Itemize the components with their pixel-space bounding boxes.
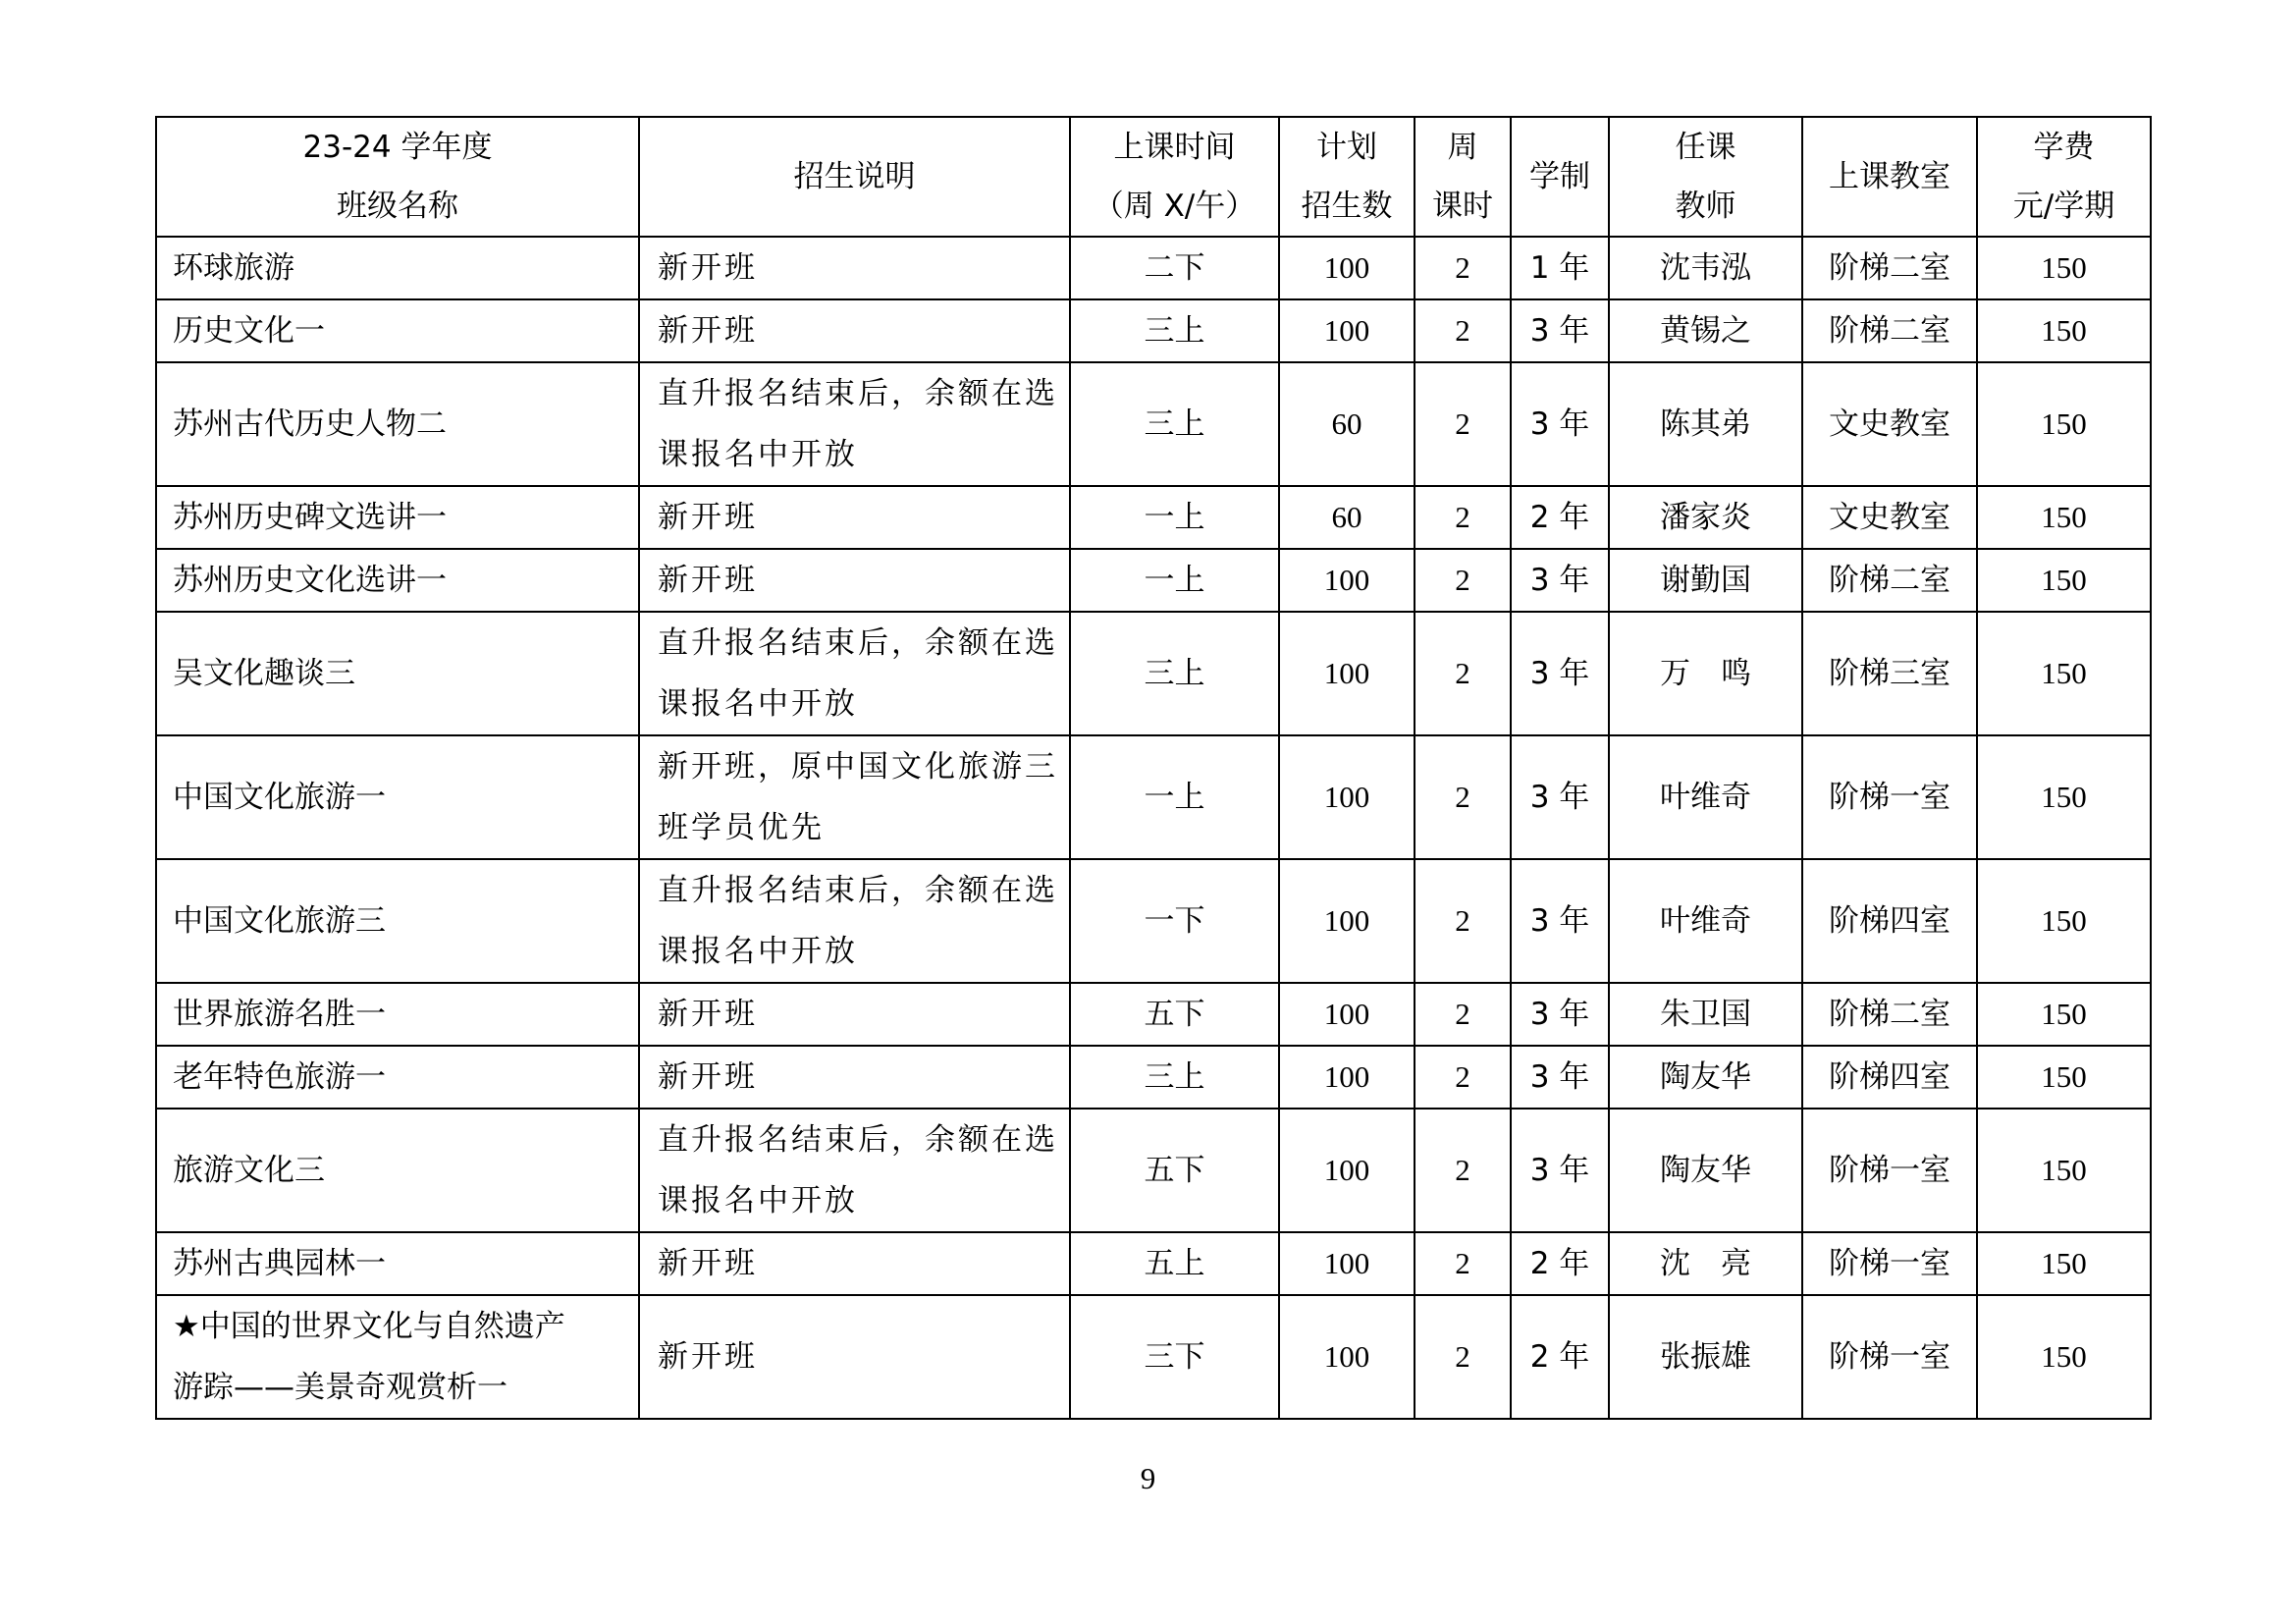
table-row bbox=[156, 1046, 2151, 1109]
header-line: 学制 bbox=[1529, 159, 1590, 194]
enroll-note-cell-line: 新开班 bbox=[658, 313, 758, 349]
class-name-cell-line: 历史文化一 bbox=[173, 313, 325, 349]
header-line: 课时 bbox=[1432, 189, 1493, 224]
duration-cell: 3 年 bbox=[1511, 612, 1609, 735]
schedule-cell: 一上 bbox=[1070, 549, 1279, 612]
class-name-cell-line: 世界旅游名胜一 bbox=[173, 997, 386, 1032]
enroll-note-cell-line: 新开班 bbox=[658, 1246, 758, 1281]
enroll-note-cell bbox=[639, 1295, 1070, 1419]
fee-cell: 150 bbox=[1977, 362, 2151, 486]
header-weekly-hours bbox=[1415, 117, 1511, 237]
enroll-note-cell bbox=[639, 362, 1070, 486]
quota-cell: 60 bbox=[1279, 362, 1415, 486]
schedule-cell: 三上 bbox=[1070, 299, 1279, 362]
duration-cell: 3 年 bbox=[1511, 983, 1609, 1046]
header-line: 任课 bbox=[1675, 130, 1736, 165]
weekly-hours-cell: 2 bbox=[1415, 237, 1511, 299]
fee-cell: 150 bbox=[1977, 983, 2151, 1046]
quota-cell: 100 bbox=[1279, 549, 1415, 612]
classroom-cell: 阶梯四室 bbox=[1802, 1046, 1977, 1109]
schedule-cell: 三下 bbox=[1070, 1295, 1279, 1419]
duration-cell: 2 年 bbox=[1511, 1232, 1609, 1295]
schedule-cell: 五下 bbox=[1070, 983, 1279, 1046]
header-line: 上课时间 bbox=[1113, 130, 1236, 165]
duration-cell: 3 年 bbox=[1511, 1046, 1609, 1109]
quota-cell: 100 bbox=[1279, 859, 1415, 983]
enroll-note-cell-line: 新开班 bbox=[658, 250, 758, 286]
class-name-cell bbox=[156, 859, 639, 983]
class-name-cell-line: 中国文化旅游三 bbox=[173, 903, 386, 939]
teacher-cell: 黄锡之 bbox=[1609, 299, 1802, 362]
enroll-note-cell-line: 课报名中开放 bbox=[658, 686, 858, 722]
quota-cell: 100 bbox=[1279, 1232, 1415, 1295]
table-body bbox=[156, 237, 2151, 1419]
header-duration bbox=[1511, 117, 1609, 237]
class-name-cell-line: 游踪——美景奇观赏析一 bbox=[173, 1370, 507, 1405]
class-name-cell-line: 苏州古代历史人物二 bbox=[173, 406, 447, 442]
classroom-cell: 阶梯四室 bbox=[1802, 859, 1977, 983]
duration-cell: 3 年 bbox=[1511, 362, 1609, 486]
class-name-cell-line: 旅游文化三 bbox=[173, 1153, 325, 1188]
schedule-cell: 五下 bbox=[1070, 1109, 1279, 1232]
fee-cell: 150 bbox=[1977, 1109, 2151, 1232]
teacher-cell: 陶友华 bbox=[1609, 1046, 1802, 1109]
quota-cell: 100 bbox=[1279, 299, 1415, 362]
teacher-cell: 朱卫国 bbox=[1609, 983, 1802, 1046]
class-name-cell bbox=[156, 299, 639, 362]
teacher-cell: 叶维奇 bbox=[1609, 859, 1802, 983]
enroll-note-cell-line: 直升报名结束后，余额在选 bbox=[658, 873, 1058, 908]
quota-cell: 100 bbox=[1279, 1109, 1415, 1232]
class-name-cell bbox=[156, 549, 639, 612]
table-row bbox=[156, 362, 2151, 486]
teacher-cell: 叶维奇 bbox=[1609, 735, 1802, 859]
header-fee bbox=[1977, 117, 2151, 237]
header-row bbox=[156, 117, 2151, 237]
enroll-note-cell bbox=[639, 983, 1070, 1046]
table-row bbox=[156, 299, 2151, 362]
fee-cell: 150 bbox=[1977, 735, 2151, 859]
quota-cell: 60 bbox=[1279, 486, 1415, 549]
fee-cell: 150 bbox=[1977, 486, 2151, 549]
enroll-note-cell-line: 课报名中开放 bbox=[658, 437, 858, 472]
teacher-cell: 张振雄 bbox=[1609, 1295, 1802, 1419]
enroll-note-cell bbox=[639, 549, 1070, 612]
table-row bbox=[156, 1295, 2151, 1419]
class-name-cell bbox=[156, 1295, 639, 1419]
weekly-hours-cell: 2 bbox=[1415, 1295, 1511, 1419]
enroll-note-cell-line: 新开班 bbox=[658, 563, 758, 598]
enroll-note-cell bbox=[639, 1046, 1070, 1109]
schedule-cell: 二下 bbox=[1070, 237, 1279, 299]
fee-cell: 150 bbox=[1977, 549, 2151, 612]
header-line: 周 bbox=[1447, 130, 1478, 165]
class-name-cell bbox=[156, 983, 639, 1046]
table-row bbox=[156, 859, 2151, 983]
duration-cell: 3 年 bbox=[1511, 299, 1609, 362]
enroll-note-cell-line: 新开班 bbox=[658, 500, 758, 535]
class-name-cell-line: ★中国的世界文化与自然遗产 bbox=[173, 1309, 565, 1344]
header-line: 学费 bbox=[2033, 130, 2095, 165]
class-name-cell-line: 老年特色旅游一 bbox=[173, 1059, 386, 1095]
classroom-cell: 阶梯三室 bbox=[1802, 612, 1977, 735]
quota-cell: 100 bbox=[1279, 612, 1415, 735]
schedule-cell: 三上 bbox=[1070, 612, 1279, 735]
teacher-cell: 陈其弟 bbox=[1609, 362, 1802, 486]
class-name-cell-line: 苏州历史文化选讲一 bbox=[173, 563, 447, 598]
classroom-cell: 阶梯二室 bbox=[1802, 549, 1977, 612]
enroll-note-cell-line: 新开班，原中国文化旅游三 bbox=[658, 749, 1058, 785]
table-row bbox=[156, 237, 2151, 299]
enroll-note-cell-line: 新开班 bbox=[658, 1059, 758, 1095]
enroll-note-cell-line: 直升报名结束后，余额在选 bbox=[658, 625, 1058, 661]
duration-cell: 3 年 bbox=[1511, 1109, 1609, 1232]
table-row bbox=[156, 735, 2151, 859]
weekly-hours-cell: 2 bbox=[1415, 362, 1511, 486]
quota-cell: 100 bbox=[1279, 1295, 1415, 1419]
classroom-cell: 阶梯一室 bbox=[1802, 1109, 1977, 1232]
header-line: 元/学期 bbox=[2012, 189, 2115, 224]
enroll-note-cell bbox=[639, 1109, 1070, 1232]
header-line: 招生数 bbox=[1301, 189, 1393, 224]
quota-cell: 100 bbox=[1279, 983, 1415, 1046]
teacher-cell: 万 鸣 bbox=[1609, 612, 1802, 735]
quota-cell: 100 bbox=[1279, 1046, 1415, 1109]
teacher-cell: 陶友华 bbox=[1609, 1109, 1802, 1232]
header-classroom bbox=[1802, 117, 1977, 237]
header-teacher bbox=[1609, 117, 1802, 237]
class-name-cell-line: 苏州古典园林一 bbox=[173, 1246, 386, 1281]
fee-cell: 150 bbox=[1977, 1232, 2151, 1295]
quota-cell: 100 bbox=[1279, 735, 1415, 859]
enroll-note-cell-line: 课报名中开放 bbox=[658, 1183, 858, 1218]
weekly-hours-cell: 2 bbox=[1415, 1109, 1511, 1232]
enroll-note-cell bbox=[639, 299, 1070, 362]
fee-cell: 150 bbox=[1977, 612, 2151, 735]
duration-cell: 3 年 bbox=[1511, 859, 1609, 983]
enroll-note-cell-line: 课报名中开放 bbox=[658, 934, 858, 969]
quota-cell: 100 bbox=[1279, 237, 1415, 299]
class-name-cell bbox=[156, 237, 639, 299]
weekly-hours-cell: 2 bbox=[1415, 1046, 1511, 1109]
class-name-cell-line: 吴文化趣谈三 bbox=[173, 656, 355, 691]
header-line: 教师 bbox=[1675, 189, 1736, 224]
class-name-cell bbox=[156, 362, 639, 486]
enroll-note-cell-line: 新开班 bbox=[658, 997, 758, 1032]
enroll-note-cell bbox=[639, 735, 1070, 859]
duration-cell: 3 年 bbox=[1511, 735, 1609, 859]
enroll-note-cell bbox=[639, 486, 1070, 549]
enroll-note-cell bbox=[639, 1232, 1070, 1295]
enroll-note-cell-line: 直升报名结束后，余额在选 bbox=[658, 376, 1058, 411]
header-schedule bbox=[1070, 117, 1279, 237]
header-quota bbox=[1279, 117, 1415, 237]
fee-cell: 150 bbox=[1977, 1295, 2151, 1419]
weekly-hours-cell: 2 bbox=[1415, 859, 1511, 983]
schedule-cell: 三上 bbox=[1070, 362, 1279, 486]
classroom-cell: 阶梯一室 bbox=[1802, 735, 1977, 859]
teacher-cell: 潘家炎 bbox=[1609, 486, 1802, 549]
course-table bbox=[155, 116, 2152, 1420]
duration-cell: 3 年 bbox=[1511, 549, 1609, 612]
schedule-cell: 一上 bbox=[1070, 486, 1279, 549]
classroom-cell: 文史教室 bbox=[1802, 486, 1977, 549]
header-line: 上课教室 bbox=[1829, 159, 1950, 194]
duration-cell: 1 年 bbox=[1511, 237, 1609, 299]
enroll-note-cell-line: 班学员优先 bbox=[658, 810, 825, 845]
classroom-cell: 阶梯二室 bbox=[1802, 299, 1977, 362]
teacher-cell: 沈韦泓 bbox=[1609, 237, 1802, 299]
classroom-cell: 阶梯二室 bbox=[1802, 983, 1977, 1046]
header-line: 计划 bbox=[1316, 130, 1377, 165]
enroll-note-cell-line: 新开班 bbox=[658, 1339, 758, 1375]
classroom-cell: 阶梯一室 bbox=[1802, 1295, 1977, 1419]
class-name-cell-line: 环球旅游 bbox=[173, 250, 294, 286]
duration-cell: 2 年 bbox=[1511, 486, 1609, 549]
weekly-hours-cell: 2 bbox=[1415, 549, 1511, 612]
enroll-note-cell bbox=[639, 859, 1070, 983]
duration-cell: 2 年 bbox=[1511, 1295, 1609, 1419]
class-name-cell bbox=[156, 486, 639, 549]
header-line: 招生说明 bbox=[793, 159, 916, 194]
fee-cell: 150 bbox=[1977, 1046, 2151, 1109]
schedule-cell: 五上 bbox=[1070, 1232, 1279, 1295]
teacher-cell: 谢勤国 bbox=[1609, 549, 1802, 612]
classroom-cell: 阶梯二室 bbox=[1802, 237, 1977, 299]
table-row bbox=[156, 549, 2151, 612]
table-row bbox=[156, 486, 2151, 549]
classroom-cell: 文史教室 bbox=[1802, 362, 1977, 486]
weekly-hours-cell: 2 bbox=[1415, 612, 1511, 735]
enroll-note-cell-line: 直升报名结束后，余额在选 bbox=[658, 1122, 1058, 1158]
class-name-cell bbox=[156, 1232, 639, 1295]
weekly-hours-cell: 2 bbox=[1415, 299, 1511, 362]
schedule-cell: 一下 bbox=[1070, 859, 1279, 983]
class-name-cell bbox=[156, 1109, 639, 1232]
fee-cell: 150 bbox=[1977, 299, 2151, 362]
class-name-cell-line: 苏州历史碑文选讲一 bbox=[173, 500, 447, 535]
weekly-hours-cell: 2 bbox=[1415, 1232, 1511, 1295]
header-line: （周 X/午） bbox=[1093, 189, 1256, 224]
teacher-cell: 沈 亮 bbox=[1609, 1232, 1802, 1295]
classroom-cell: 阶梯一室 bbox=[1802, 1232, 1977, 1295]
table-row bbox=[156, 1232, 2151, 1295]
enroll-note-cell bbox=[639, 237, 1070, 299]
header-class-name bbox=[156, 117, 639, 237]
class-name-cell-line: 中国文化旅游一 bbox=[173, 780, 386, 815]
weekly-hours-cell: 2 bbox=[1415, 735, 1511, 859]
table-row bbox=[156, 983, 2151, 1046]
header-line: 班级名称 bbox=[337, 189, 458, 224]
class-name-cell bbox=[156, 612, 639, 735]
schedule-cell: 三上 bbox=[1070, 1046, 1279, 1109]
fee-cell: 150 bbox=[1977, 237, 2151, 299]
weekly-hours-cell: 2 bbox=[1415, 486, 1511, 549]
page-number: 9 bbox=[1140, 1461, 1156, 1495]
table-row bbox=[156, 1109, 2151, 1232]
weekly-hours-cell: 2 bbox=[1415, 983, 1511, 1046]
header-line: 23-24 学年度 bbox=[302, 130, 493, 165]
enroll-note-cell bbox=[639, 612, 1070, 735]
header-enroll-note bbox=[639, 117, 1070, 237]
table-row bbox=[156, 612, 2151, 735]
class-name-cell bbox=[156, 735, 639, 859]
fee-cell: 150 bbox=[1977, 859, 2151, 983]
class-name-cell bbox=[156, 1046, 639, 1109]
schedule-cell: 一上 bbox=[1070, 735, 1279, 859]
